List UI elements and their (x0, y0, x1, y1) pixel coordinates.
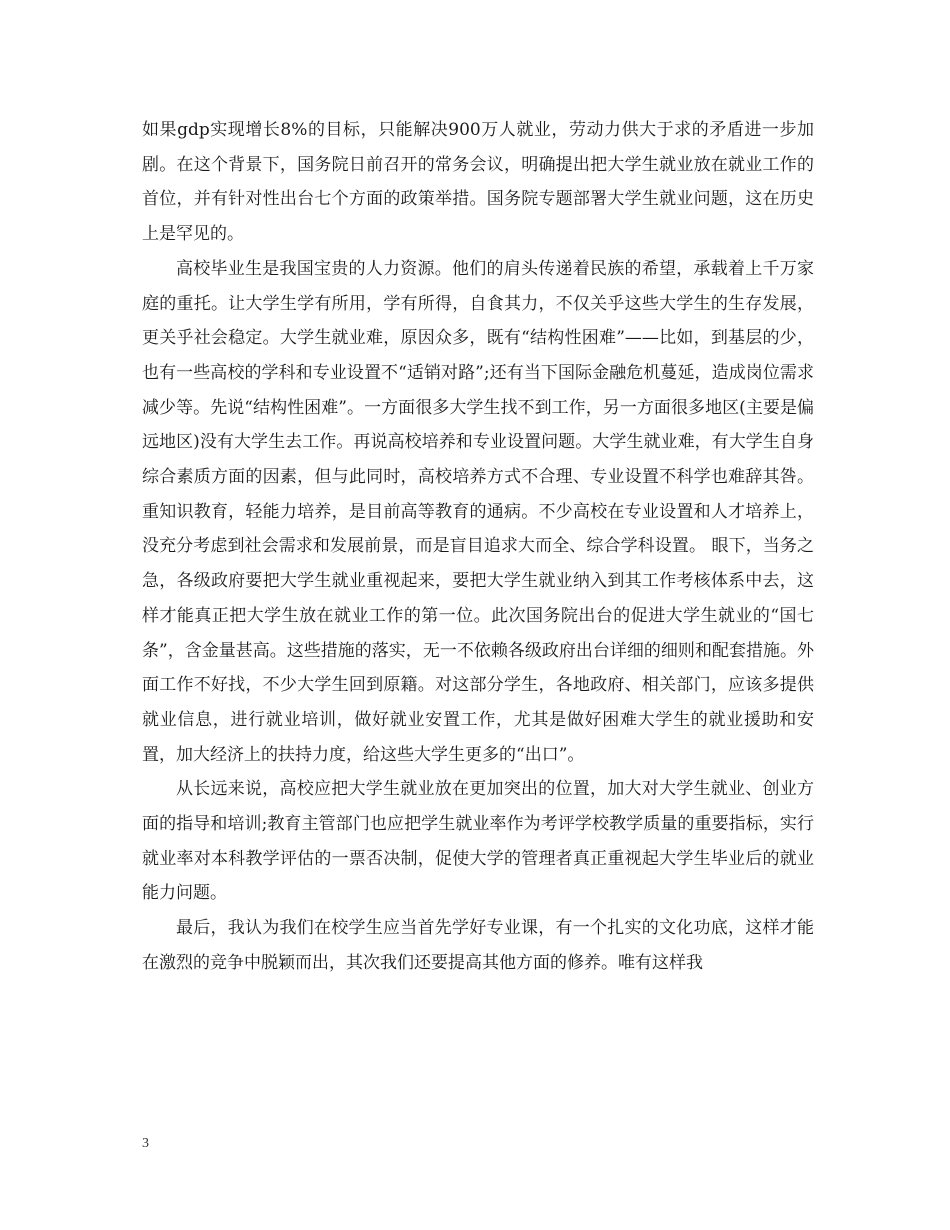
body-text (142, 113, 814, 981)
paragraph-1: 如果gdp实现增长8%的目标，只能解决900万人就业，劳动力供大于求的矛盾进一步加剧。在这个背景下，国务院日前召开的常务会议，明确提出把大学生就业放在就业工作的首位，并有针对性出台七个方面的政策举措。国务院专题部署大学生就业问题，这在历史上是罕见的。 (142, 120, 814, 245)
paragraph-3: 从长远来说，高校应把大学生就业放在更加突出的位置，加大对大学生就业、创业方面的指导和培训;教育主管部门也应把学生就业率作为考评学校教学质量的重要指标，实行就业率对本科教学评估的一票否决制，促使大学的管理者真正重视起大学生毕业后的就业能力问题。 (142, 779, 814, 904)
paragraph-4: 最后，我认为我们在校学生应当首先学好专业课，有一个扎实的文化功底，这样才能在激烈的竞争中脱颖而出，其次我们还要提高其他方面的修养。唯有这样我 (142, 918, 814, 973)
paragraph-2: 高校毕业生是我国宝贵的人力资源。他们的肩头传递着民族的希望，承载着上千万家庭的重托。让大学生学有所用，学有所得，自食其力，不仅关乎这些大学生的生存发展，更关乎社会稳定。大学生就业难，原因众多，既有“结构性困难”——比如，到基层的少，也有一些高校的学科和专业设置不“适销对路”;还有当下国际金融危机蔓延，造成岗位需求减少等。先说“结构性困难”。一方面很多大学生找不到工作，另一方面很多地区(主要是偏远地区)没有大学生去工作。再说高校培养和专业设置问题。大学生就业难，有大学生自身综合素质方面的因素，但与此同时，高校培养方式不合理、专业设置不科学也难辞其咎。重知识教育，轻能力培养，是目前高等教育的通病。不少高校在专业设置和人才培养上，没充分考虑到社会需求和发展前景，而是盲目追求大而全、综合学科设置。 眼下，当务之急，各级政府要把大学生就业重视起来，要把大学生就业纳入到其工作考核体系中去，这样才能真正把大学生放在就业工作的第一位。此次国务院出台的促进大学生就业的“国七条”，含金量甚高。这些措施的落实，无一不依赖各级政府出台详细的细则和配套措施。外面工作不好找，不少大学生回到原籍。对这部分学生，各地政府、相关部门，应该多提供就业信息，进行就业培训，做好就业安置工作，尤其是做好困难大学生的就业援助和安置，加大经济上的扶持力度，给这些大学生更多的“出口”。 (142, 258, 814, 765)
page-number: 3 (142, 1136, 149, 1151)
